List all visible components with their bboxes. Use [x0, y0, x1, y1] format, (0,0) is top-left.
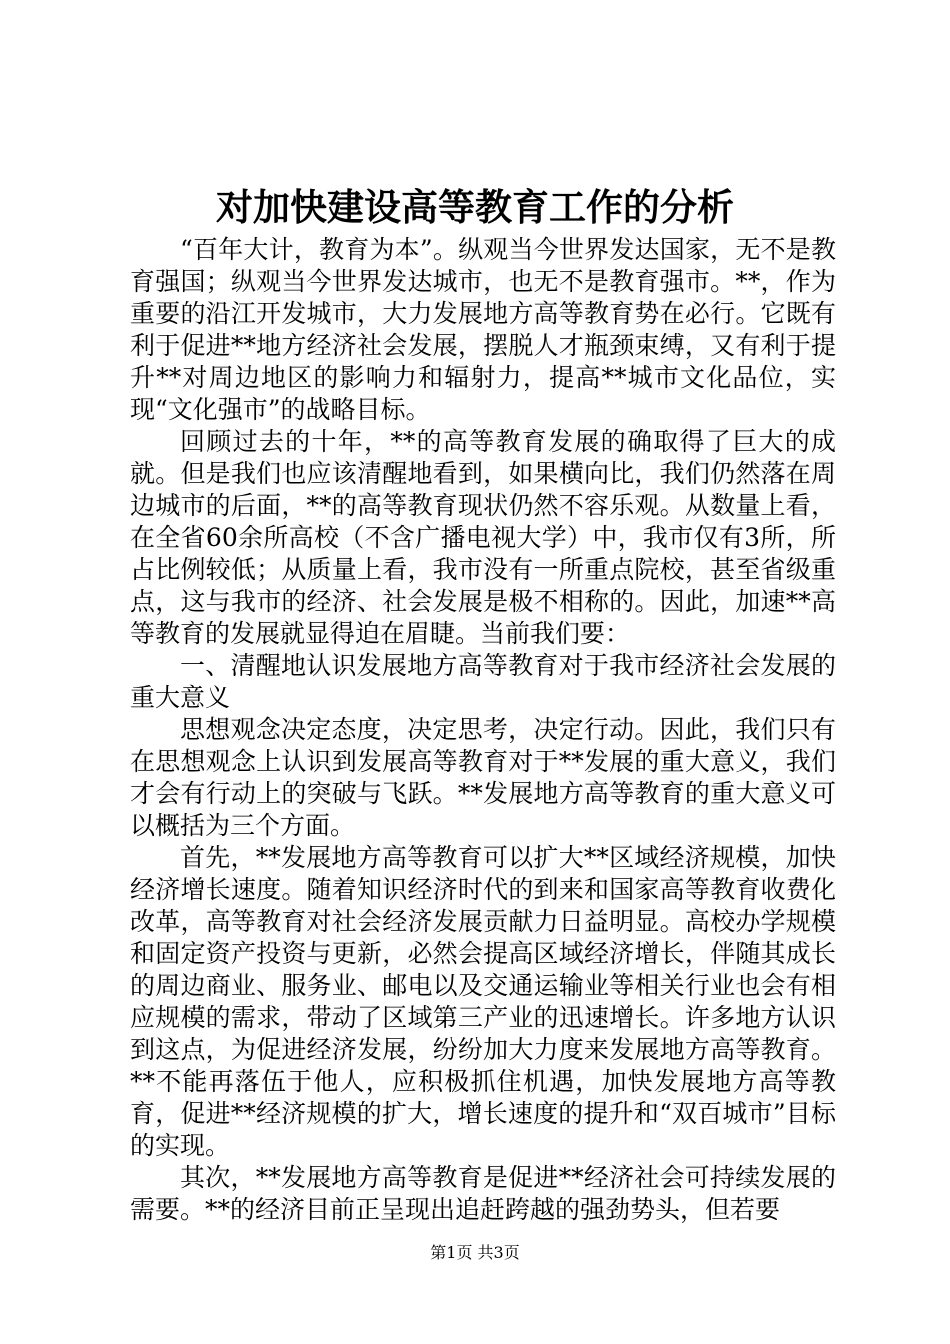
page-footer: 第1页 共3页: [430, 1243, 520, 1262]
section-heading-1: 一、清醒地认识发展地方高等教育对于我市经济社会发展的重大意义: [130, 651, 836, 712]
paragraph-mindset: 思想观念决定态度，决定思考，决定行动。因此，我们只有在思想观念上认识到发展高等教育对于**发展的重大意义，我们才会有行动上的突破与飞跃。**发展地方高等教育的重大意义可以概括为三个方面。: [130, 715, 836, 840]
document-body: [130, 234, 836, 1226]
paragraph-review: 回顾过去的十年，**的高等教育发展的确取得了巨大的成就。但是我们也应该清醒地看到，如果横向比，我们仍然落在周边城市的后面，**的高等教育现状仍然不容乐观。从数量上看，在全省60余所高校（不含广播电视大学）中，我市仅有3所，所占比例较低；从质量上看，我市没有一所重点院校，甚至省级重点，这与我市的经济、社会发展是极不相称的。因此，加速**高等教育的发展就显得迫在眉睫。当前我们要：: [130, 427, 836, 648]
paragraph-intro: “百年大计，教育为本”。纵观当今世界发达国家，无不是教育强国；纵观当今世界发达城市，也无不是教育强市。**，作为重要的沿江开发城市，大力发展地方高等教育势在必行。它既有利于促进**地方经济社会发展，摆脱人才瓶颈束缚，又有利于提升**对周边地区的影响力和辐射力，提高**城市文化品位，实现“文化强市”的战略目标。: [130, 235, 836, 424]
paragraph-first: 首先，**发展地方高等教育可以扩大**区域经济规模，加快经济增长速度。随着知识经济时代的到来和国家高等教育收费化改革，高等教育对社会经济发展贡献力日益明显。高校办学规模和固定资产投资与更新，必然会提高区域经济增长，伴随其成长的周边商业、服务业、邮电以及交通运输业等相关行业也会有相应规模的需求，带动了区域第三产业的迅速增长。许多地方认识到这点，为促进经济发展，纷纷加大力度来发展地方高等教育。**不能再落伍于他人，应积极抓住机遇，加快发展地方高等教育，促进**经济规模的扩大，增长速度的提升和“双百城市”目标的实现。: [130, 843, 836, 1160]
document-title: 对加快建设高等教育工作的分析: [216, 185, 734, 229]
paragraph-second: 其次，**发展地方高等教育是促进**经济社会可持续发展的需要。**的经济目前正呈现出追赶跨越的强劲势头，但若要: [130, 1163, 836, 1224]
